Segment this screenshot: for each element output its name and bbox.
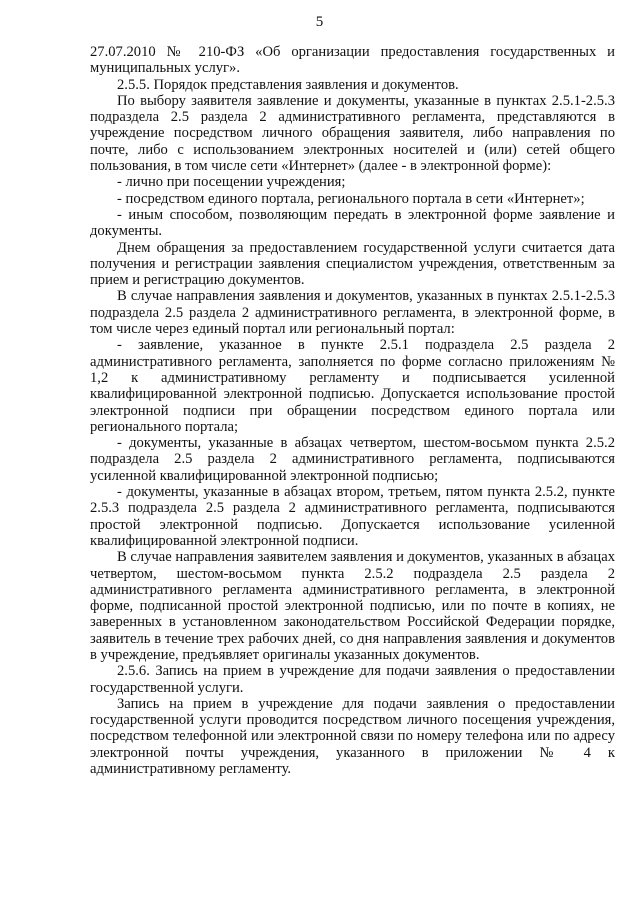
paragraph-electronic-submission: В случае направления заявления и документов, указанных в пунктах 2.5.1-2.5.3 подраздела 2.5 раздела 2 административного регламента, в электронной форме, в том числе через единый портал или региональный портал: bbox=[90, 288, 615, 338]
paragraph-application-date: Днем обращения за предоставлением государственной услуги считается дата получения и регистрации заявления специалистом учреждения, ответственным за прием и регистрацию документов. bbox=[90, 239, 615, 289]
list-item-portal: - посредством единого портала, регионального портала в сети «Интернет»; bbox=[117, 190, 585, 207]
page-number: 5 bbox=[315, 14, 324, 30]
paragraph-originals-requirement: В случае направления заявителем заявления и документов, указанных в абзацах четвертом, шестом-восьмом пункта 2.5.2 подраздела 2.5 раздела 2 административного регламента административного регламента, в электронной форме, подписанной простой электронной подписью, или по почте в копиях, не заверенных в установленном законодательством Российской Федерации порядке, заявитель в течение трех рабочих дней, со дня направления заявления и документов в учреждение, предъявляет оригиналы указанных документов. bbox=[90, 549, 615, 663]
paragraph-submission-methods: По выбору заявителя заявление и документы, указанные в пунктах 2.5.1-2.5.3 подраздела 2.5 раздела 2 административного регламента, представляются в учреждение посредством личного обращения заявителя, либо направления по почте, либо с использованием электронных носителей и (или) сетей общего пользования, в том числе сети «Интернет» (далее - в электронной форме): bbox=[90, 92, 615, 175]
list-item-other-method: - иным способом, позволяющим передать в электронной форме заявление и документы. bbox=[90, 206, 615, 240]
paragraph-law-reference: 27.07.2010 № 210-ФЗ «Об организации предоставления государственных и муниципальных услуг». bbox=[90, 44, 615, 77]
list-item-simple-signature-docs: - документы, указанные в абзацах втором, третьем, пятом пункта 2.5.2, пункте 2.5.3 подраздела 2.5 раздела 2 административного регламента, подписываются простой электронной подписью. Допускается использование усиленной квалифицированной электронной подписи. bbox=[90, 484, 615, 549]
section-heading-2-5-6: 2.5.6. Запись на прием в учреждение для подачи заявления о предоставлении государственной услуги. bbox=[90, 663, 615, 696]
section-heading-2-5-5: 2.5.5. Порядок представления заявления и документов. bbox=[117, 76, 459, 93]
list-item-application-signature: - заявление, указанное в пункте 2.5.1 подраздела 2.5 раздела 2 административного регламента, заполняется по форме согласно приложениям № 1,2 к административному регламенту и подписывается усиленной квалифицированной электронной подписью. Допускается использование простой электронной подписи при обращении посредством единого портала или регионального портала; bbox=[90, 337, 615, 435]
document-body bbox=[90, 44, 615, 777]
paragraph-appointment-booking: Запись на прием в учреждение для подачи заявления о предоставлении государственной услуги проводится посредством личного посещения учреждения, посредством телефонной или электронной связи по номеру телефона или по адресу электронной почты учреждения, указанного в приложении № 4 к административному регламенту. bbox=[90, 695, 615, 778]
list-item-qualified-signature-docs: - документы, указанные в абзацах четвертом, шестом-восьмом пункта 2.5.2 подраздела 2.5 раздела 2 административного регламента, подписываются усиленной квалифицированной электронной подписью; bbox=[90, 435, 615, 484]
list-item-in-person: - лично при посещении учреждения; bbox=[117, 174, 346, 191]
